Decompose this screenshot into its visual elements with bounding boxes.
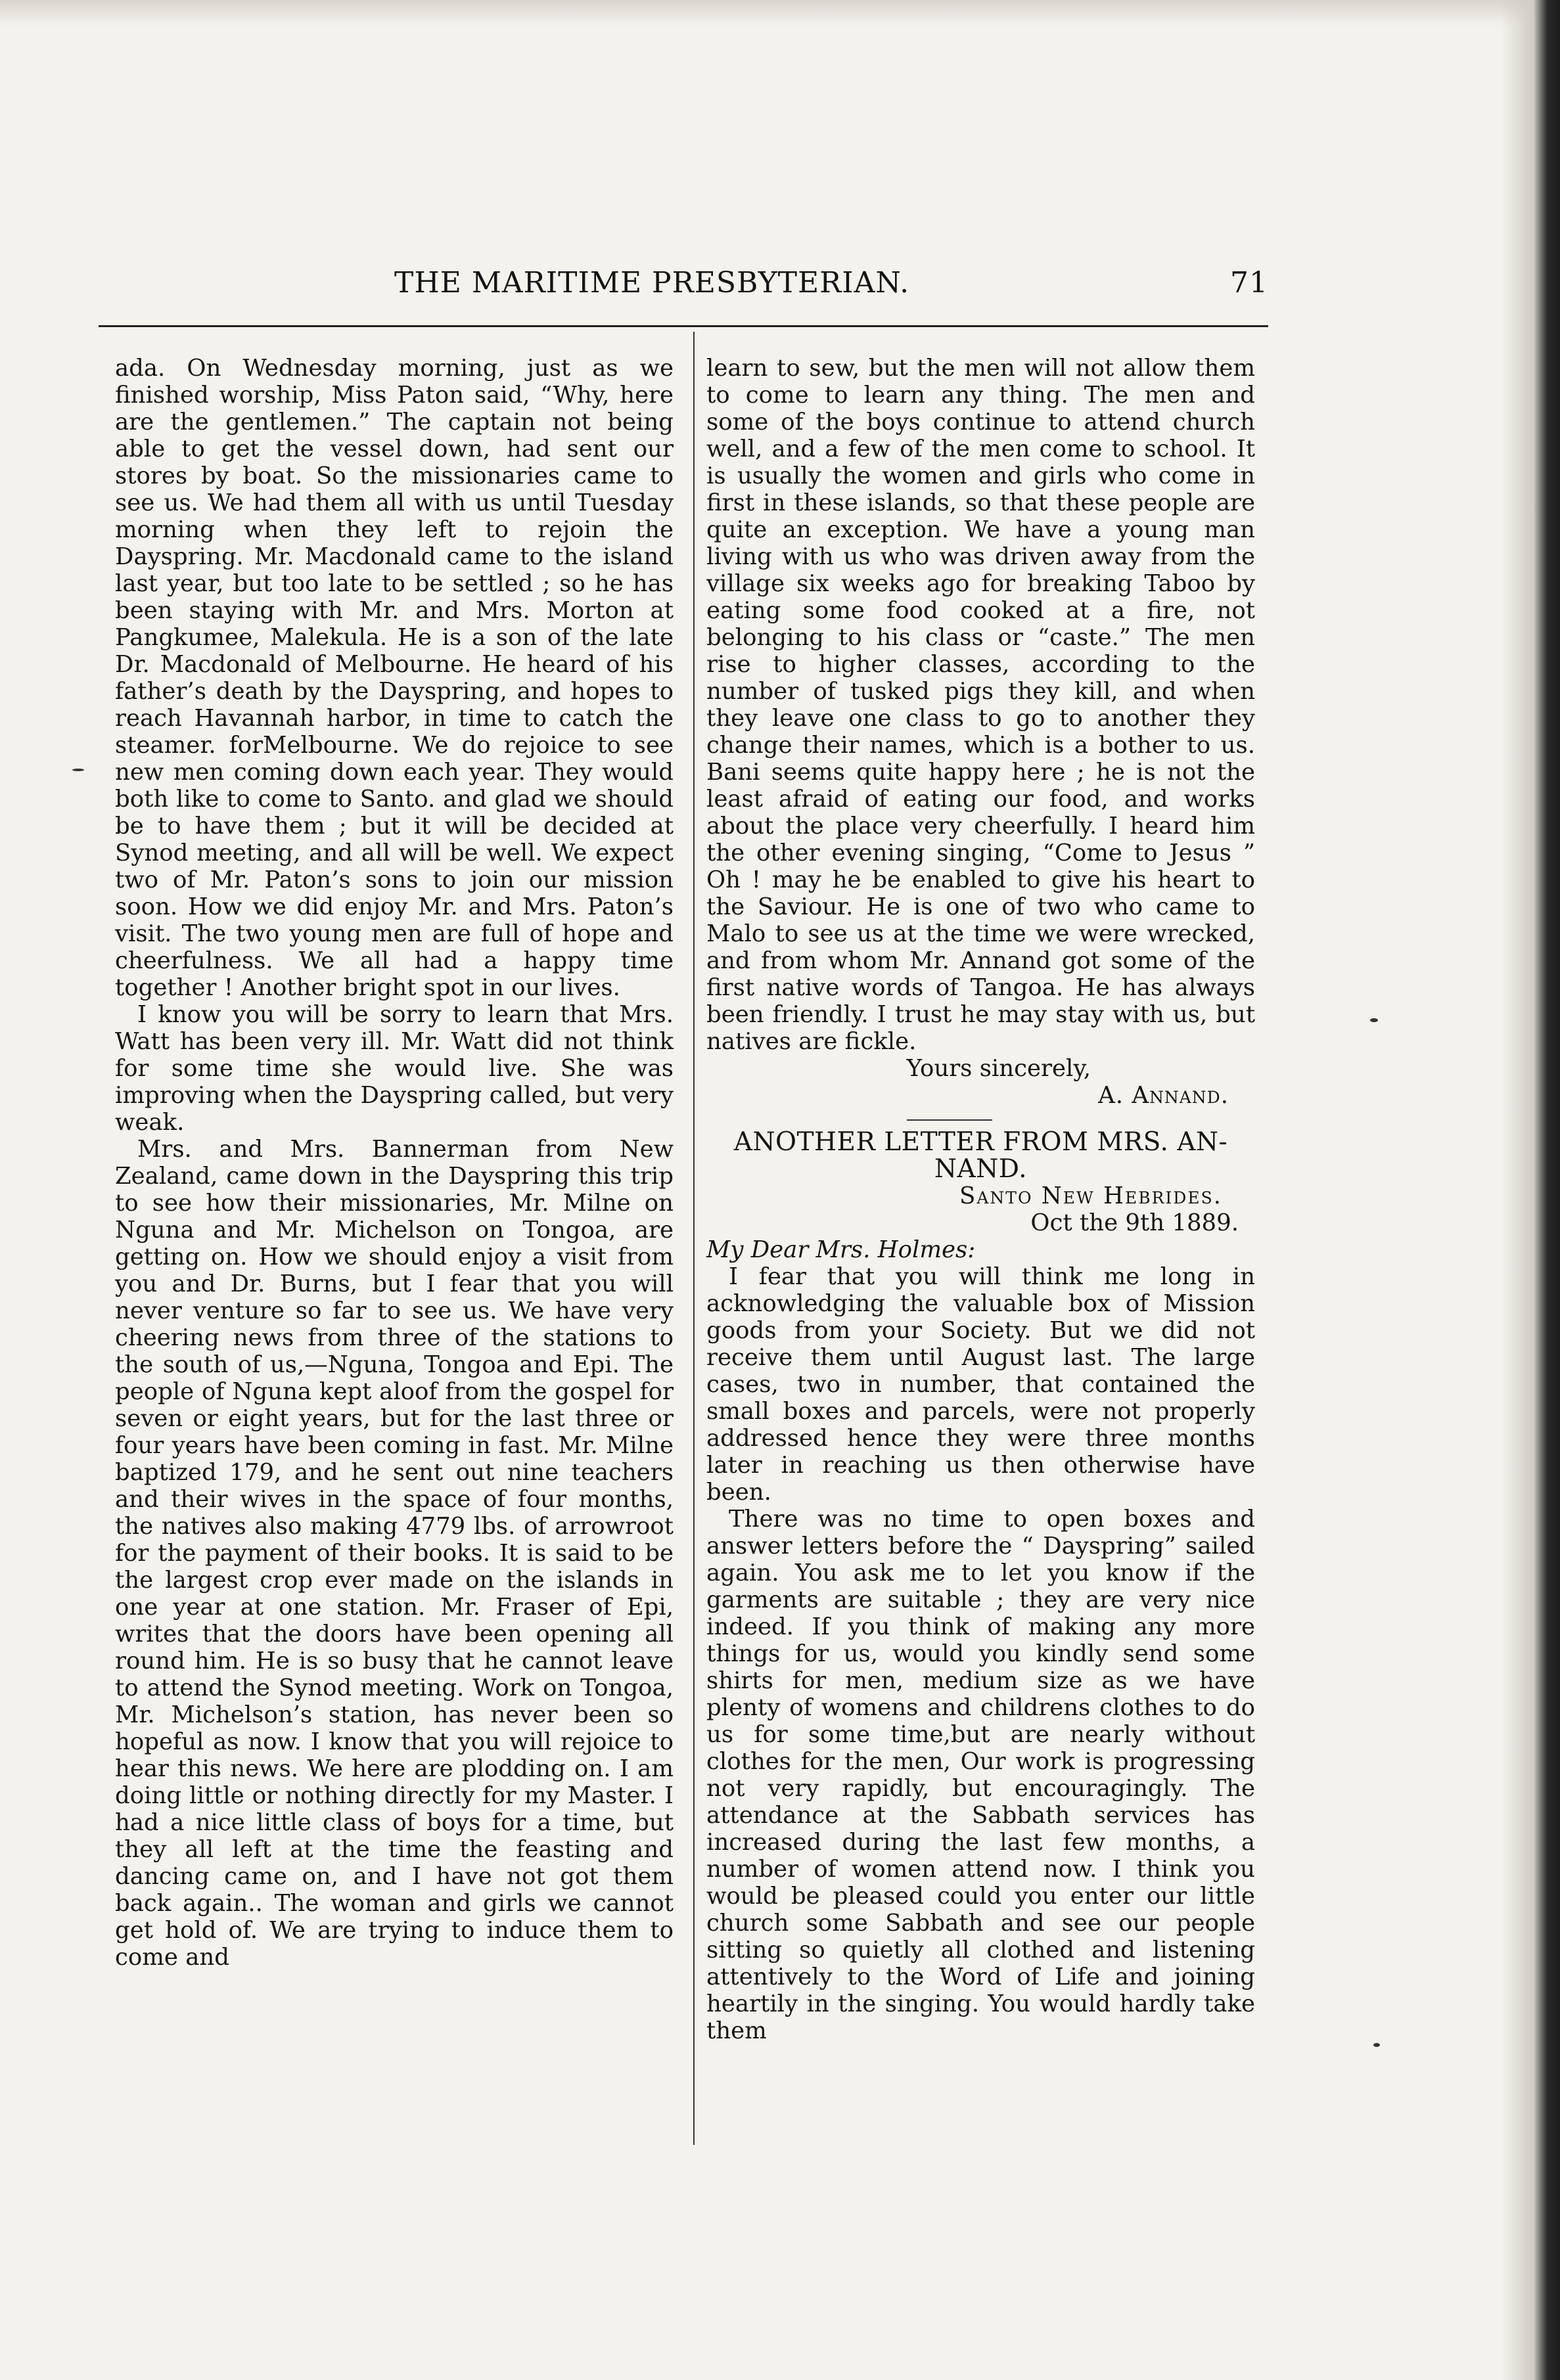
paragraph: There was no time to open boxes and answer letters before the “ Dayspring” sailed again. You ask me to let you know if the garments are suitable ; they are very nice indeed. If you think of making any more things for us, would you kindly send some shirts for men, medium size as we have plenty of womens and childrens clothes to do us for some time,but are nearly without clothes for the men, Our work is progressing not very rapidly, but encouragingly. The attendance at the Sabbath services has increased during the last few months, a number of women attend now. I think you would be pleased could you enter our little church some Sabbath and see our people sitting so quietly all clothed and listening attentively to the Word of Life and joining heartily in the singing. You would hardly take them: [706, 1506, 1255, 2044]
header-rule: [99, 325, 1268, 327]
article-title: ANOTHER LETTER FROM MRS. AN- NAND.: [733, 1127, 1228, 1184]
scan-speck: [72, 769, 84, 771]
letter-closing: Yours sincerely,: [906, 1055, 1091, 1082]
paragraph: I know you will be sorry to learn that Mrs. Watt has been very ill. Mr. Watt did not think for some time she would live. She was improving when the Dayspring called, but very weak.: [115, 1001, 674, 1136]
scan-edge-top: [0, 0, 1560, 26]
paragraph: learn to sew, but the men will not allow them to come to learn any thing. The men and some of the boys continue to attend church well, and a few of the men come to school. It is usually the women and girls who come in first in these islands, so that these people are quite an exception. We have a young man living with us who was driven away from the village six weeks ago for breaking Taboo by eating some food cooked at a fire, not belonging to his class or “caste.” The men rise to higher classes, according to the number of tusked pigs they kill, and when they leave one class to go to another they change their names, which is a bother to us. Bani seems quite happy here ; he is not the least afraid of eating our food, and works about the place very cheerfully. I heard him the other evening singing, “Come to Jesus ” Oh ! may he be enabled to give his heart to the Saviour. He is one of two who came to Malo to see us at the time we were wrecked, and from whom Mr. Annand got some of the first native words of Tangoa. He has always been friendly. I trust he may stay with us, but natives are fickle.: [706, 355, 1255, 1055]
letter-signature: A. Annand.: [1098, 1082, 1229, 1109]
right-column: [706, 355, 1255, 2044]
running-header: [394, 266, 1268, 312]
letter-date: Oct the 9th 1889.: [1030, 1209, 1239, 1236]
left-column: [115, 355, 674, 1971]
column-divider: [693, 332, 695, 2145]
section-rule: [907, 1119, 992, 1121]
letter-place: Santo New Hebrides.: [959, 1182, 1222, 1209]
paragraph: ada. On Wednesday morning, just as we finished worship, Miss Paton said, “Why, here are the gentlemen.” The captain not being able to get the vessel down, had sent our stores by boat. So the missionaries came to see us. We had them all with us until Tuesday morning when they left to rejoin the Dayspring. Mr. Macdonald came to the island last year, but too late to be settled ; so he has been staying with Mr. and Mrs. Morton at Pangkumee, Malekula. He is a son of the late Dr. Macdonald of Melbourne. He heard of his father’s death by the Dayspring, and hopes to reach Havannah harbor, in time to catch the steamer. forMelbourne. We do rejoice to see new men coming down each year. They would both like to come to Santo. and glad we should be to have them ; but it will be decided at Synod meeting, and all will be well. We expect two of Mr. Paton’s sons to join our mission soon. How we did enjoy Mr. and Mrs. Paton’s visit. The two young men are full of hope and cheerfulness. We all had a happy time together ! Another bright spot in our lives.: [115, 355, 674, 1001]
paragraph: I fear that you will think me long in acknowledging the valuable box of Mission goods from your Society. But we did not receive them until August last. The large cases, two in number, that contained the small boxes and parcels, were not properly addressed hence they were three months later in reaching us then otherwise have been.: [706, 1263, 1255, 1506]
journal-title: THE MARITIME PRESBYTERIAN.: [394, 266, 910, 300]
letter-salutation: My Dear Mrs. Holmes:: [706, 1236, 976, 1263]
scan-speck: [1370, 1018, 1378, 1022]
paragraph: Mrs. and Mrs. Bannerman from New Zealand, came down in the Dayspring this trip to see how their missionaries, Mr. Milne on Nguna and Mr. Michelson on Tongoa, are getting on. How we should enjoy a visit from you and Dr. Burns, but I fear that you will never venture so far to see us. We have very cheering news from three of the stations to the south of us,—Nguna, Tongoa and Epi. The people of Nguna kept aloof from the gospel for seven or eight years, but for the last three or four years have been coming in fast. Mr. Milne baptized 179, and he sent out nine teachers and their wives in the space of four months, the natives also making 4779 lbs. of arrowroot for the payment of their books. It is said to be the largest crop ever made on the islands in one year at one station. Mr. Fraser of Epi, writes that the doors have been opening all round him. He is so busy that he cannot leave to attend the Synod meeting. Work on Tongoa, Mr. Michelson’s station, has never been so hopeful as now. I know that you will rejoice to hear this news. We here are plodding on. I am doing little or nothing directly for my Master. I had a nice little class of boys for a time, but they all left at the time the feasting and dancing came on, and I have not got them back again.. The woman and girls we cannot get hold of. We are trying to induce them to come and: [115, 1136, 674, 1971]
scan-speck: [1373, 2043, 1380, 2047]
scan-binding-edge: [1501, 0, 1560, 2380]
page-number: 71: [1230, 266, 1268, 300]
